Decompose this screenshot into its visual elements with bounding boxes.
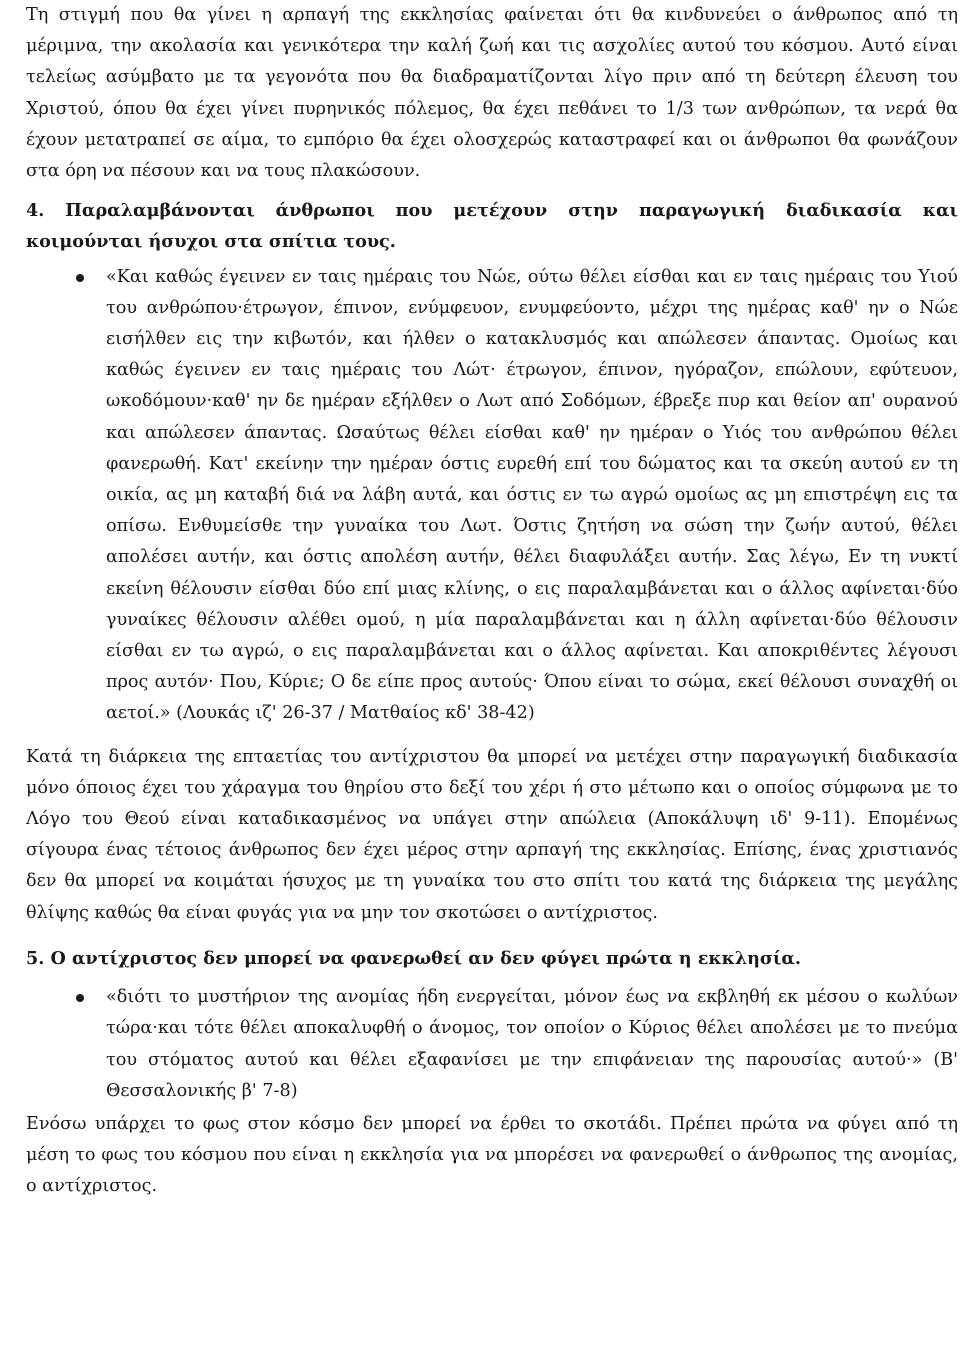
final-paragraph: Ενόσω υπάρχει το φως στον κόσμο δεν μπορεί να έρθει το σκοτάδι. Πρέπει πρώτα να φύγει από τη μέση το φως του κόσμου που είναι η εκκλησία για να μπορέσει να φανερωθεί ο άνθρωπος της ανομίας, ο αντίχριστος.	[26, 1113, 958, 1197]
section-heading-4: 4. Παραλαμβάνονται άνθρωποι που μετέχουν στην παραγωγική διαδικασία και κοιμούνται ήσυχοι στα σπίτια τους.	[26, 200, 958, 253]
bullet-icon	[76, 274, 84, 282]
document-page	[26, 0, 958, 1203]
section-heading-5: 5. Ο αντίχριστος δεν μπορεί να φανερωθεί αν δεν φύγει πρώτα η εκκλησία.	[26, 947, 802, 969]
bullet-item-quote-thessalonians	[26, 982, 958, 1107]
bullet-text: «Και καθώς έγεινεν εν ταις ημέραις του Νώε, ούτω θέλει είσθαι και εν ταις ημέραις του Υιού του ανθρώπου·έτρωγον, έπινον, ενύμφευον, ενυμφεύοντο, μέχρι της ημέρας καθ' ην ο Νώε εισήλθεν εις την κιβωτόν, και ήλθεν ο κατακλυσμός και απώλεσεν άπαντας. Ομοίως και καθώς έγεινεν εν ταις ημέραις του Λώτ· έτρωγον, έπινον, ηγόραζον, επώλουν, εφύτευον, ωκοδόμουν·καθ' ην δε ημέραν εξήλθεν ο Λωτ από Σοδόμων, έβρεξε πυρ και θείον απ' ουρανού και απώλεσεν άπαντας. Ωσαύτως θέλει είσθαι καθ' ην ημέραν ο Υιός του ανθρώπου θέλει φανερωθή. Κατ' εκείνην την ημέραν όστις ευρεθή επί του δώματος και τα σκεύη αυτού εν τη οικία, ας μη καταβή διά να λάβη αυτά, και όστις εν τω αγρώ ομοίως ας μη επιστρέψη εις τα οπίσω. Ενθυμείσθε την γυναίκα του Λωτ. Όστις ζητήση να σώση την ζωήν αυτού, θέλει απολέσει αυτήν, και όστις απολέση αυτήν, θέλει διαφυλάξει αυτήν. Σας λέγω, Εν τη νυκτί εκείνη θέλουσιν είσθαι δύο επί μιας κλίνης, ο εις παραλαμβάνεται και ο άλλος αφίνεται·δύο γυναίκες θέλουσιν αλέθει ομού, η μία παραλαμβάνεται και η άλλη αφίνεται·δύο θέλουσιν είσθαι εν τω αγρώ, ο εις παραλαμβάνεται και ο άλλος αφίνεται. Και αποκριθέντες λέγουσι προς αυτόν· Που, Κύριε; Ο δε είπε προς αυτούς· Όπου είναι το σώμα, εκεί θέλουσι συναχθή οι αετοί.» (Λουκάς ιζ' 26-37 / Ματθαίος κδ' 38-42)	[106, 266, 958, 724]
intro-paragraph: Τη στιγμή που θα γίνει η αρπαγή της εκκλησίας φαίνεται ότι θα κινδυνεύει ο άνθρωπος από τη μέριμνα, την ακολασία και γενικότερα την καλή ζωή και τις ασχολίες αυτού του κόσμου. Αυτό είναι τελείως ασύμβατο με τα γεγονότα που θα διαδραματίζονται λίγο πριν από τη δεύτερη έλευση του Χριστού, όπου θα έχει γίνει πυρηνικός πόλεμος, θα έχει πεθάνει το 1/3 των ανθρώπων, τα νερά θα έχουν μετατραπεί σε αίμα, το εμπόριο θα έχει ολοσχερώς καταστραφεί και οι άνθρωποι θα φωνάζουν στα όρη να πέσουν και να τους πλακώσουν.	[26, 5, 958, 182]
bullet-icon	[76, 994, 84, 1002]
bullet-text: «διότι το μυστήριον της ανομίας ήδη ενεργείται, μόνον έως να εκβληθή εκ μέσου ο κωλύων τώρα·και τότε θέλει αποκαλυφθή ο άνομος, τον οποίον ο Κύριος θέλει απολέσει με το πνεύμα του στόματος αυτού και θέλει εξαφανίσει με την επιφάνειαν της παρουσίας αυτού·» (Β' Θεσσαλονικής β' 7-8)	[106, 987, 958, 1101]
antichrist-paragraph: Κατά τη διάρκεια της επταετίας του αντίχριστου θα μπορεί να μετέχει στην παραγωγική διαδικασία μόνο όποιος έχει του χάραγμα του θηρίου στο δεξί του χέρι ή στο μέτωπο και ο οποίος σύμφωνα με το Λόγο του Θεού είναι καταδικασμένος να υπάγει στην απώλεια (Αποκάλυψη ιδ' 9-11). Επομένως σίγουρα ένας τέτοιος άνθρωπος δεν έχει μέρος στην αρπαγή της εκκλησίας. Επίσης, ένας χριστιανός δεν θα μπορεί να κοιμάται ήσυχος με τη γυναίκα του στο σπίτι του κατά της διάρκεια της μεγάλης θλίψης καθώς θα είναι φυγάς για να μην τον σκοτώσει ο αντίχριστος.	[26, 746, 958, 923]
bullet-item-quote-luke	[26, 262, 958, 730]
